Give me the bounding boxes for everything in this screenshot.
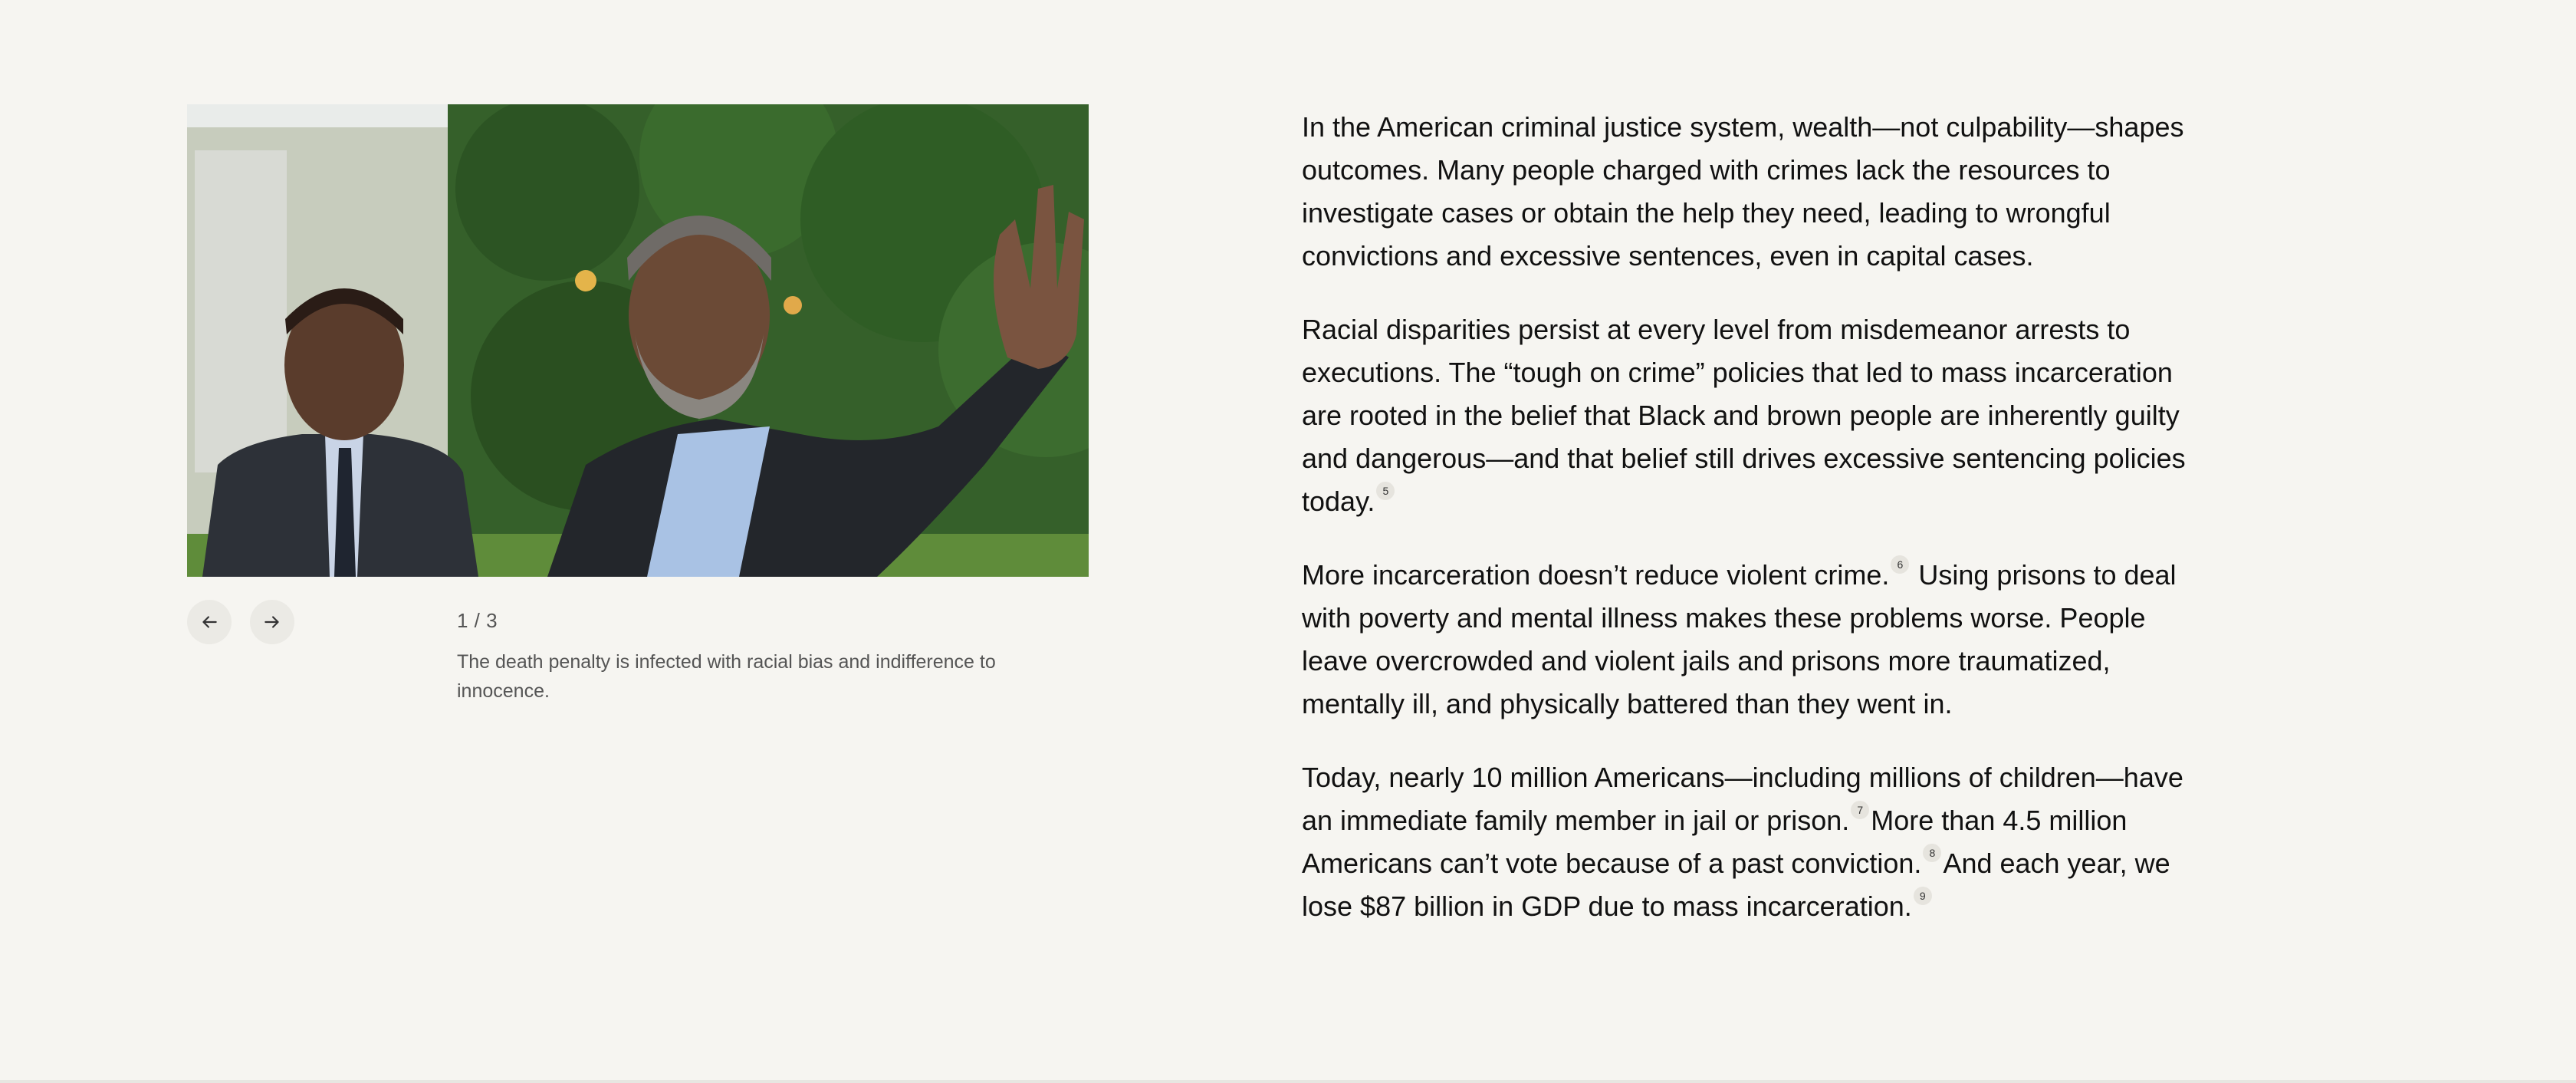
footnote-marker[interactable]: 8 [1923,844,1941,862]
paragraph-text: More incarceration doesn’t reduce violent crime. [1302,559,1890,591]
paragraph-text: Racial disparities persist at every level from misdemeanor arrests to executions. The “tough on crime” policies that led to mass incarceration are rooted in the belief that Black and brown people are inherently guilty and dangerous—and that belief still drives excessive sentencing policies today. [1302,314,2186,517]
arrow-right-icon [262,612,282,632]
paragraph-text: More than 4.5 million Americans can’t vote because of a past conviction. [1302,805,2128,879]
paragraph-text: And each year, we lose $87 billion in GDP due to mass incarceration. [1302,848,2170,922]
paragraph-3 [1302,554,2206,726]
footnote-marker[interactable]: 6 [1891,555,1909,574]
section-divider [0,1080,2576,1083]
paragraph-2 [1302,308,2206,523]
arrow-left-icon [199,612,219,632]
image-carousel [187,104,1089,730]
paragraph-4 [1302,756,2206,928]
paragraph-text: Using prisons to deal with poverty and mental illness makes these problems worse. People leave overcrowded and violent jails and prisons more traumatized, mentally ill, and physically battered than they went in. [1302,559,2177,719]
slide-caption: The death penalty is infected with racial bias and indifference to innocence. [457,651,996,702]
paragraph-text: Today, nearly 10 million Americans—including millions of children—have an immediate family member in jail or prison. [1302,762,2183,836]
footnote-marker[interactable]: 9 [1914,887,1932,905]
paragraph-text: In the American criminal justice system, wealth—not culpability—shapes outcomes. Many people charged with crimes lack the resources to investigate cases or obtain the help they need, leading to wrongful convictions and excessive sentences, even in capital cases. [1302,111,2184,272]
article-body [1302,106,2206,959]
carousel-photo [187,104,1089,577]
slide-counter: 1 / 3 [457,609,498,632]
next-slide-button[interactable] [250,600,294,644]
footnote-marker[interactable]: 7 [1851,801,1869,819]
previous-slide-button[interactable] [187,600,232,644]
paragraph-1 [1302,106,2206,278]
carousel-controls [187,577,1089,730]
footnote-marker[interactable]: 5 [1376,482,1395,500]
